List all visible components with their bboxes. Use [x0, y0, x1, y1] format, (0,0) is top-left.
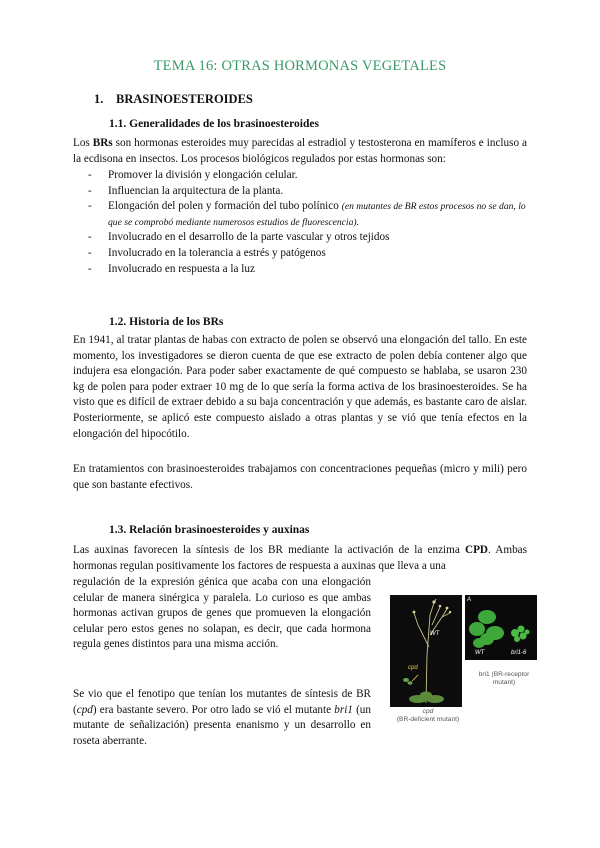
page-title: TEMA 16: OTRAS HORMONAS VEGETALES	[153, 58, 447, 74]
text-run: Los	[73, 137, 93, 149]
list-item: - Involucrado en respuesta a la luz	[88, 262, 528, 278]
subsection-heading-historia: 1.2. Historia de los BRs	[109, 316, 224, 328]
paragraph-intro	[73, 136, 527, 167]
cpd-label: cpd	[408, 665, 418, 671]
text-run: Se vio que el fenotipo que tenían los mutantes de síntesis de BR (	[73, 688, 371, 716]
caption-cpd	[390, 708, 466, 724]
list-item: - Involucrado en el desarrollo de la parte vascular y otros tejidos	[88, 230, 528, 246]
wt-label: WT	[430, 631, 440, 637]
caption-line: cpd	[422, 708, 434, 715]
section-heading-brasinoesteroides	[94, 92, 253, 107]
paragraph-tratamientos: En tratamientos con brasinoesteroides trabajamos con concentraciones pequeñas (micro y mili) pero que son bastante efectivos.	[73, 463, 527, 491]
panel-a-label: A	[467, 597, 472, 603]
plant-mutant-figure	[390, 595, 535, 723]
caption-bri1	[468, 671, 540, 687]
paragraph-mutantes	[73, 687, 371, 749]
italic-term: cpd	[76, 703, 93, 716]
text-run: son hormonas esteroides muy parecidas al estradiol y testosterona en mamíferos e incluso a la ecdisona en insectos. Los procesos biológicos regulados por estas hormonas son:	[73, 137, 527, 165]
list-item: - Influencian la arquitectura de la planta.	[88, 184, 528, 200]
bri1-plant-photo	[465, 595, 537, 660]
paragraph-auxinas	[73, 543, 527, 574]
subsection-heading-relacion: 1.3. Relación brasinoesteroides y auxinas	[109, 524, 310, 536]
section-title: BRASINOESTEROIDES	[116, 92, 253, 106]
wt-right-label: WT	[475, 650, 485, 656]
subsection-heading-generalidades: 1.1. Generalidades de los brasinoesteroides	[109, 118, 319, 130]
paragraph-historia: En 1941, al tratar plantas de habas con extracto de polen se observó una elongación del tallo. En este momento, los investigadores se dieron cuenta de que ese extracto de polen debía contener algo que indujera esa elongación. Para poder saber exactamente de qué compuesto se hablaba, se usaron 230 kg de polen para poder extraer 10 mg de lo que sería la forma activa de los brasinoesteroides. Se ha visto que es difícil de extraer debido a su baja concentración y que además, es bastante caro de aislar. Posteriormente, se aplicó este compuesto aislado a otras plantas y se vió que tenía efectos en la elongación del hipocótilo.	[73, 334, 527, 440]
caption-line: bri1 (BR-receptor	[478, 671, 530, 678]
text-run: . Ambas hormonas regulan positivamente los factores de respuesta a auxinas que lleva a una	[73, 544, 528, 572]
text-run: ) era bastante severo. Por otro lado se vió el mutante	[92, 703, 335, 716]
italic-term: bri1	[334, 703, 353, 716]
bold-term: BRs	[92, 137, 113, 149]
plant-illustration	[390, 595, 462, 707]
list-item: - Involucrado en la tolerancia a estrés y patógenos	[88, 246, 528, 262]
text-run: Las auxinas favorecen la síntesis de los BR mediante la activación de la enzima	[73, 544, 465, 556]
list-item-note: (en mutantes de BR estos procesos no se dan, lo que se comprobó mediante numerosos estudios de fluorescencia).	[108, 201, 526, 228]
cpd-plant-photo	[390, 595, 462, 707]
section-number: 1.	[94, 92, 104, 106]
caption-line: (BR-deficient mutant)	[396, 716, 460, 723]
paragraph-auxinas-continued: regulación de la expresión génica que acaba con una elongación celular de manera sinérgica y paralela. Lo curioso es que ambas hormonas activan grupos de genes que promueven la elongación celular pero estos genes no solapan, es decir, que cada hormona regula genes distintos para una misma acción.	[73, 576, 371, 651]
list-item: - Promover la división y elongación celular.	[88, 168, 528, 184]
caption-line: mutant)	[492, 679, 516, 686]
text-run: (un mutante de señalización) presenta enanismo y un desarrollo en roseta aberrante.	[73, 703, 371, 747]
list-item	[88, 199, 528, 230]
bold-term: CPD	[464, 544, 488, 556]
list-item-text: Elongación del polen y formación del tubo polínico	[108, 200, 339, 213]
process-list	[88, 168, 528, 277]
bri1-label: bri1-6	[511, 650, 527, 656]
